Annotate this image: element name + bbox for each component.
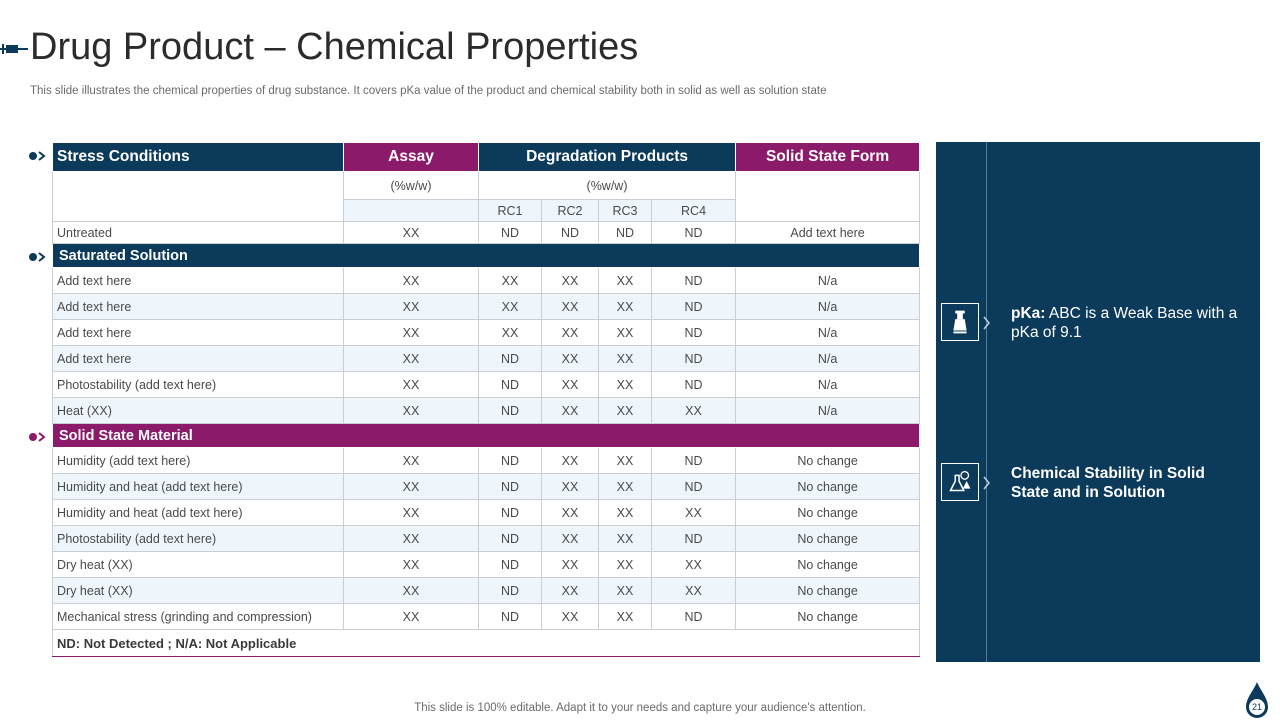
row-value: XX: [599, 500, 652, 526]
row-value: XX: [344, 578, 479, 604]
row-value: XX: [344, 346, 479, 372]
row-value: ND: [479, 604, 542, 630]
chevron-right-icon: [982, 316, 992, 330]
page-number: 21: [1251, 702, 1262, 712]
row-value: XX: [344, 552, 479, 578]
table-row: [53, 448, 920, 474]
row-value: ND: [479, 372, 542, 398]
row-value: XX: [652, 578, 736, 604]
flask-stand-icon: [941, 303, 979, 341]
rc-col: RC4: [652, 200, 736, 222]
table-row: [53, 500, 920, 526]
stability-text: Chemical Stability in Solid State and in Solution: [1011, 465, 1205, 501]
row-value: ND: [652, 268, 736, 294]
section-solid-state-material: Solid State Material: [53, 424, 920, 448]
row-value: N/a: [736, 346, 920, 372]
row-value: N/a: [736, 372, 920, 398]
row-value: XX: [344, 372, 479, 398]
row-value: XX: [344, 320, 479, 346]
row-value: No change: [736, 448, 920, 474]
table-row: [53, 398, 920, 424]
table-row: [53, 526, 920, 552]
row-value: N/a: [736, 294, 920, 320]
rc-col: RC3: [599, 200, 652, 222]
row-value: ND: [652, 372, 736, 398]
row-value: ND: [479, 578, 542, 604]
pka-label: pKa:: [1011, 305, 1046, 322]
row-value: ND: [479, 500, 542, 526]
bullet-icon: [28, 252, 48, 262]
row-value: XX: [599, 320, 652, 346]
row-value: XX: [652, 500, 736, 526]
degradation-unit: (%w/w): [479, 172, 736, 200]
section-saturated-solution: Saturated Solution: [53, 244, 920, 268]
row-value: ND: [652, 448, 736, 474]
row-value: ND: [479, 526, 542, 552]
unit-row: [53, 172, 920, 200]
table-row: [53, 320, 920, 346]
row-value: ND: [652, 526, 736, 552]
info-panel: [936, 142, 1260, 662]
row-value: No change: [736, 526, 920, 552]
row-label: Add text here: [53, 294, 344, 320]
row-label: Humidity and heat (add text here): [53, 474, 344, 500]
table-row: [53, 552, 920, 578]
row-value: XX: [652, 398, 736, 424]
syringe-icon: [0, 40, 30, 58]
solid-state-rows: [53, 448, 920, 630]
row-value: XX: [479, 320, 542, 346]
row-value: XX: [599, 294, 652, 320]
table-row: [53, 604, 920, 630]
row-value: XX: [599, 398, 652, 424]
drop-badge-icon: [1242, 680, 1272, 720]
row-value: ND: [652, 604, 736, 630]
chemical-properties-table: [52, 142, 920, 657]
row-value: XX: [542, 552, 599, 578]
row-value: XX: [599, 372, 652, 398]
pka-text: [1011, 304, 1246, 342]
row-value: XX: [344, 294, 479, 320]
row-label: Photostability (add text here): [53, 526, 344, 552]
row-value: XX: [599, 526, 652, 552]
row-value: XX: [344, 474, 479, 500]
row-value: ND: [479, 398, 542, 424]
table-row: [53, 474, 920, 500]
row-value: ND: [652, 346, 736, 372]
panel-divider: [986, 142, 987, 662]
row-value: XX: [542, 448, 599, 474]
header-solid-state-form: Solid State Form: [736, 143, 920, 172]
bullet-icon: [28, 151, 48, 161]
row-value: ND: [479, 346, 542, 372]
table-header-row: [53, 143, 920, 172]
row-value: XX: [652, 552, 736, 578]
row-value: XX: [542, 320, 599, 346]
saturated-solution-rows: [53, 268, 920, 424]
row-value: XX: [479, 268, 542, 294]
header-degradation-products: Degradation Products: [479, 143, 736, 172]
row-value: XX: [344, 500, 479, 526]
row-label: Dry heat (XX): [53, 578, 344, 604]
header-assay: Assay: [344, 143, 479, 172]
row-value: XX: [542, 372, 599, 398]
row-value: N/a: [736, 268, 920, 294]
table-row: [53, 268, 920, 294]
row-value: N/a: [736, 320, 920, 346]
table-row: [53, 294, 920, 320]
footer-note: This slide is 100% editable. Adapt it to your needs and capture your audience's attention.: [414, 702, 866, 714]
row-value: XX: [542, 346, 599, 372]
row-label: Photostability (add text here): [53, 372, 344, 398]
row-label: Dry heat (XX): [53, 552, 344, 578]
row-value: XX: [542, 268, 599, 294]
page-subtitle: This slide illustrates the chemical properties of drug substance. It covers pKa value of the product and chemical stability both in solid as well as solution state: [30, 85, 827, 97]
row-value: XX: [599, 578, 652, 604]
row-value: XX: [599, 552, 652, 578]
row-value: XX: [542, 604, 599, 630]
row-value: XX: [344, 604, 479, 630]
row-label: Add text here: [53, 320, 344, 346]
row-value: XX: [542, 526, 599, 552]
row-value: XX: [599, 346, 652, 372]
bullet-icon: [28, 432, 48, 442]
row-value: XX: [599, 604, 652, 630]
row-label: Add text here: [53, 268, 344, 294]
row-value: ND: [652, 294, 736, 320]
table-row: [53, 578, 920, 604]
lab-glassware-icon: [941, 463, 979, 501]
pka-value: ABC is a Weak Base with a pKa of 9.1: [1011, 305, 1238, 341]
row-value: No change: [736, 578, 920, 604]
page-title: Drug Product – Chemical Properties: [30, 26, 639, 68]
rc-col: RC2: [542, 200, 599, 222]
row-value: N/a: [736, 398, 920, 424]
table-row: Untreated XX ND ND ND ND Add text here: [53, 222, 920, 244]
row-value: ND: [652, 320, 736, 346]
row-value: XX: [599, 268, 652, 294]
table-footnote: ND: Not Detected ; N/A: Not Applicable: [53, 630, 920, 657]
table-footnote-row: [53, 630, 920, 657]
row-value: No change: [736, 474, 920, 500]
row-value: XX: [542, 474, 599, 500]
chevron-right-icon: [982, 476, 992, 490]
row-value: XX: [599, 448, 652, 474]
row-value: XX: [542, 398, 599, 424]
row-value: XX: [542, 578, 599, 604]
row-value: XX: [479, 294, 542, 320]
row-label: Humidity and heat (add text here): [53, 500, 344, 526]
table-row: [53, 372, 920, 398]
table-row: [53, 346, 920, 372]
row-label: Mechanical stress (grinding and compression): [53, 604, 344, 630]
row-value: XX: [344, 448, 479, 474]
row-value: XX: [344, 268, 479, 294]
assay-unit: (%w/w): [344, 172, 479, 200]
row-label: Humidity (add text here): [53, 448, 344, 474]
row-value: No change: [736, 500, 920, 526]
row-value: XX: [344, 526, 479, 552]
row-value: XX: [542, 294, 599, 320]
row-label: Add text here: [53, 346, 344, 372]
row-label: Heat (XX): [53, 398, 344, 424]
header-stress-conditions: Stress Conditions: [53, 143, 344, 172]
row-value: ND: [479, 448, 542, 474]
row-value: No change: [736, 552, 920, 578]
row-value: XX: [542, 500, 599, 526]
row-value: No change: [736, 604, 920, 630]
row-value: ND: [479, 474, 542, 500]
row-value: ND: [652, 474, 736, 500]
row-value: XX: [599, 474, 652, 500]
rc-col: RC1: [479, 200, 542, 222]
row-value: ND: [479, 552, 542, 578]
row-value: XX: [344, 398, 479, 424]
